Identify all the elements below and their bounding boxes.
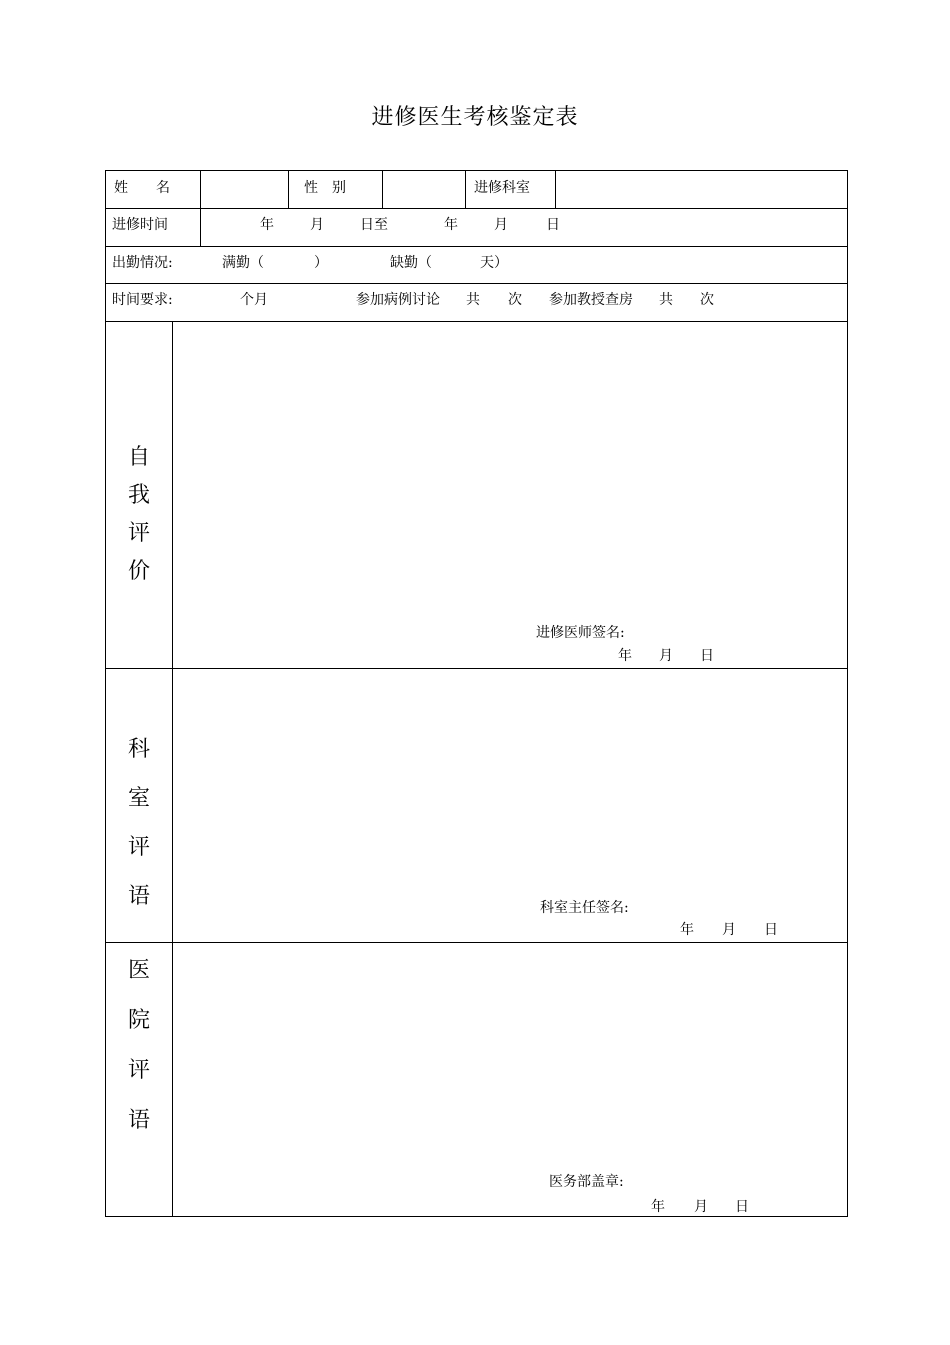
row-divider-3 [106, 283, 847, 284]
time-requirement-label: 时间要求: [112, 292, 173, 308]
period-day-to: 日至 [360, 217, 388, 233]
director-signature-label: 科室主任签名: [540, 900, 629, 916]
label-char: 我 [127, 483, 150, 508]
label-char: 价 [127, 559, 150, 584]
case-discussion-total: 共 [466, 292, 480, 308]
department-comments-label [106, 725, 172, 921]
case-discussion-times: 次 [508, 292, 522, 308]
attendance-label: 出勤情况: [112, 255, 173, 271]
professor-rounds-times: 次 [700, 292, 714, 308]
period-year-2: 年 [444, 217, 458, 233]
name-label: 姓 名 [114, 180, 170, 196]
row-divider-2 [106, 246, 847, 247]
self-date-day: 日 [700, 648, 714, 664]
row-divider-1 [106, 208, 847, 209]
dept-date-year: 年 [680, 922, 694, 938]
name-field[interactable] [201, 172, 287, 207]
period-label: 进修时间 [112, 217, 168, 233]
self-evaluation-label [106, 439, 172, 591]
col-divider [288, 171, 289, 208]
hospital-comments-label [106, 946, 172, 1146]
period-month-2: 月 [494, 217, 508, 233]
label-char: 医 [127, 958, 150, 983]
label-char: 评 [127, 521, 150, 546]
dept-field[interactable] [556, 172, 846, 207]
period-month-1: 月 [310, 217, 324, 233]
professor-rounds-total: 共 [659, 292, 673, 308]
label-char: 自 [127, 445, 150, 470]
department-comments-area[interactable] [173, 669, 847, 941]
medical-affairs-seal-label: 医务部盖章: [549, 1174, 624, 1190]
trainee-signature-label: 进修医师签名: [536, 625, 625, 641]
absence-days: 天） [480, 255, 508, 271]
label-char: 科 [127, 737, 150, 762]
gender-label: 性 别 [304, 180, 346, 196]
hospital-date-day: 日 [735, 1199, 749, 1215]
full-attendance-close: ） [314, 255, 328, 271]
label-char: 室 [127, 786, 150, 811]
case-discussion-label: 参加病例讨论 [356, 292, 440, 308]
hospital-date-month: 月 [694, 1199, 708, 1215]
col-divider [465, 171, 466, 208]
appraisal-form [105, 170, 848, 1217]
period-year-1: 年 [260, 217, 274, 233]
page-title: 进修医生考核鉴定表 [371, 105, 579, 130]
full-attendance: 满勤（ [222, 255, 264, 271]
hospital-date-year: 年 [651, 1199, 665, 1215]
label-char: 语 [127, 884, 150, 909]
self-evaluation-area[interactable] [173, 322, 847, 667]
dept-date-month: 月 [722, 922, 736, 938]
label-char: 评 [127, 835, 150, 860]
self-date-year: 年 [618, 648, 632, 664]
period-day-2: 日 [546, 217, 560, 233]
hospital-comments-area[interactable] [173, 943, 847, 1216]
gender-field[interactable] [383, 172, 464, 207]
label-char: 评 [127, 1058, 150, 1083]
self-date-month: 月 [659, 648, 673, 664]
label-char: 院 [127, 1008, 150, 1033]
dept-date-day: 日 [764, 922, 778, 938]
absence: 缺勤（ [390, 255, 432, 271]
col-divider [200, 208, 201, 246]
label-char: 语 [127, 1108, 150, 1133]
professor-rounds-label: 参加教授查房 [549, 292, 633, 308]
dept-label: 进修科室 [474, 180, 530, 196]
months-unit: 个月 [240, 292, 268, 308]
